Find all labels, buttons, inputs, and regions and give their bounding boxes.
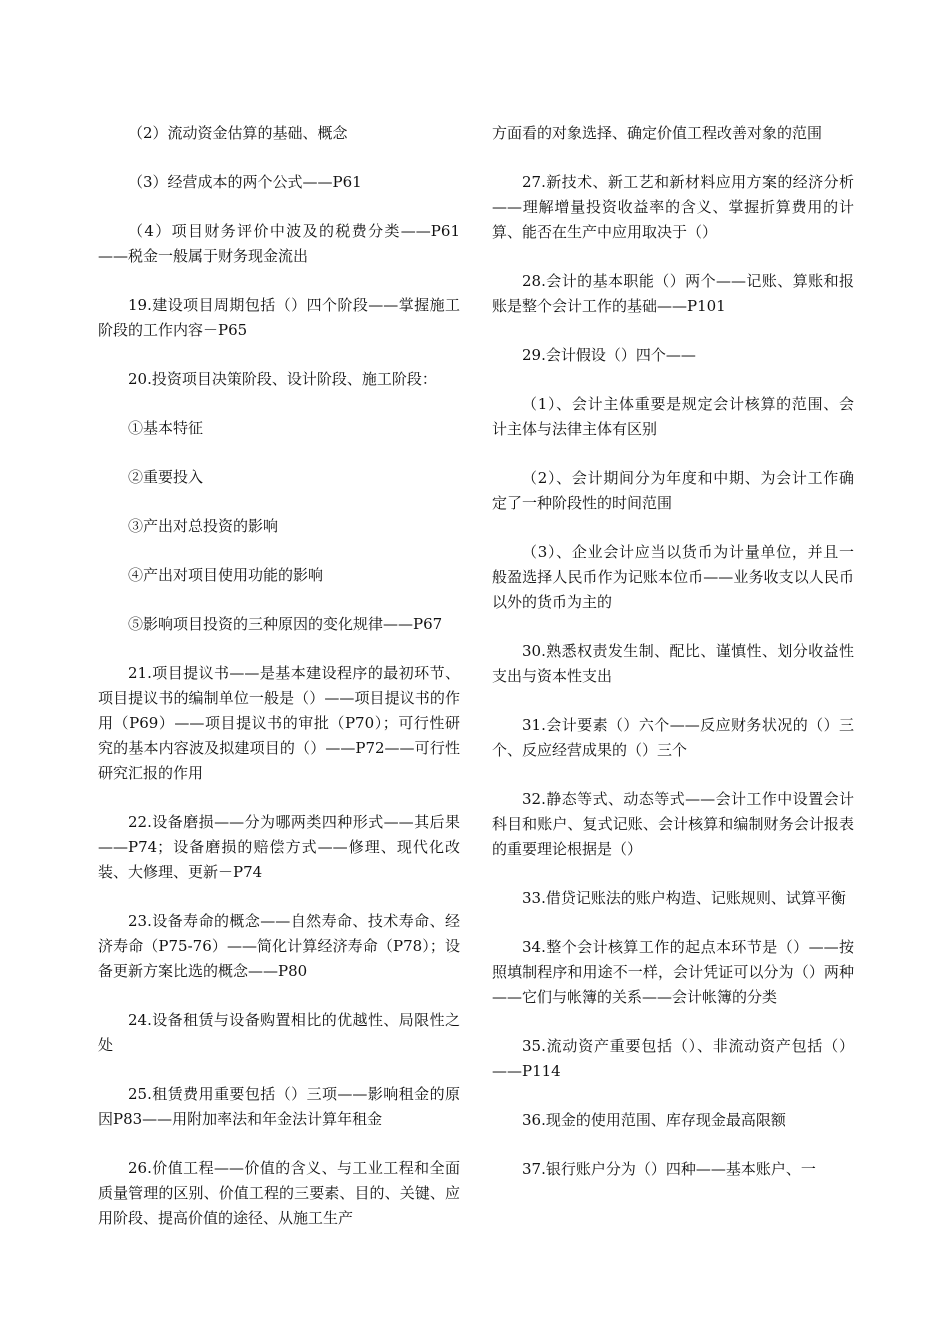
paragraph: （2）流动资金估算的基础、概念 <box>128 124 348 142</box>
paragraph: ①基本特征 <box>128 419 204 437</box>
paragraph: （1）、会计主体重要是规定会计核算的范围、会计主体与法律主体有区别 <box>492 395 854 438</box>
paragraph: ④产出对项目使用功能的影响 <box>128 566 324 584</box>
paragraph: 36.现金的使用范围、库存现金最高限额 <box>522 1111 786 1129</box>
paragraph: 33.借贷记账法的账户构造、记账规则、试算平衡 <box>522 889 846 907</box>
paragraph: （3）经营成本的两个公式——P61 <box>128 173 362 191</box>
right-column <box>492 121 854 1206</box>
paragraph: ⑤影响项目投资的三种原因的变化规律——P67 <box>128 615 443 633</box>
paragraph: 21.项目提议书——是基本建设程序的最初环节、项目提议书的编制单位一般是（）——项目提议书的作用（P69）——项目提议书的审批（P70）；可行性研究的基本内容波及拟建项目的（）——P72——可行性研究汇报的作用 <box>98 664 460 782</box>
left-column <box>98 121 460 1255</box>
paragraph: 35.流动资产重要包括（）、非流动资产包括（）——P114 <box>492 1037 854 1080</box>
paragraph: 25.租赁费用重要包括（）三项——影响租金的原因P83——用附加率法和年金法计算年租金 <box>98 1085 460 1128</box>
paragraph: 20.投资项目决策阶段、设计阶段、施工阶段： <box>128 370 437 388</box>
paragraph: ③产出对总投资的影响 <box>128 517 279 535</box>
paragraph: 27.新技术、新工艺和新材料应用方案的经济分析——理解增量投资收益率的含义、掌握折算费用的计算、能否在生产中应用取决于（） <box>492 173 854 241</box>
paragraph: 37.银行账户分为（）四种——基本账户、一 <box>522 1160 816 1178</box>
paragraph-continuation: 方面看的对象选择、确定价值工程改善对象的范围 <box>492 124 823 142</box>
paragraph: 28.会计的基本职能（）两个——记账、算账和报账是整个会计工作的基础——P101 <box>492 272 854 315</box>
paragraph: 23.设备寿命的概念——自然寿命、技术寿命、经济寿命（P75-76）——简化计算经济寿命（P78）；设备更新方案比选的概念——P80 <box>98 912 460 980</box>
paragraph: 32.静态等式、动态等式——会计工作中设置会计科目和账户、复式记账、会计核算和编制财务会计报表的重要理论根据是（） <box>492 790 854 858</box>
paragraph: 19.建设项目周期包括（）四个阶段——掌握施工阶段的工作内容－P65 <box>98 296 460 339</box>
paragraph: 31.会计要素（）六个——反应财务状况的（）三个、反应经营成果的（）三个 <box>492 716 854 759</box>
paragraph: 22.设备磨损——分为哪两类四种形式——其后果——P74；设备磨损的赔偿方式——修理、现代化改装、大修理、更新－P74 <box>98 813 460 881</box>
paragraph: 29.会计假设（）四个—— <box>522 346 696 364</box>
paragraph: （4）项目财务评价中波及的税费分类——P61——税金一般属于财务现金流出 <box>98 222 460 265</box>
paragraph: 34.整个会计核算工作的起点本环节是（）——按照填制程序和用途不一样，会计凭证可以分为（）两种——它们与帐簿的关系——会计帐簿的分类 <box>492 938 854 1006</box>
paragraph: （2）、会计期间分为年度和中期、为会计工作确定了一种阶段性的时间范围 <box>492 469 854 512</box>
paragraph: 30.熟悉权责发生制、配比、谨慎性、划分收益性支出与资本性支出 <box>492 642 854 685</box>
paragraph: ②重要投入 <box>128 468 204 486</box>
paragraph: 26.价值工程——价值的含义、与工业工程和全面质量管理的区别、价值工程的三要素、目的、关键、应用阶段、提高价值的途径、从施工生产 <box>98 1159 460 1227</box>
paragraph: （3）、企业会计应当以货币为计量单位，并且一般盈选择人民币作为记账本位币——业务收支以人民币以外的货币为主的 <box>492 543 854 611</box>
paragraph: 24.设备租赁与设备购置相比的优越性、局限性之处 <box>98 1011 460 1054</box>
